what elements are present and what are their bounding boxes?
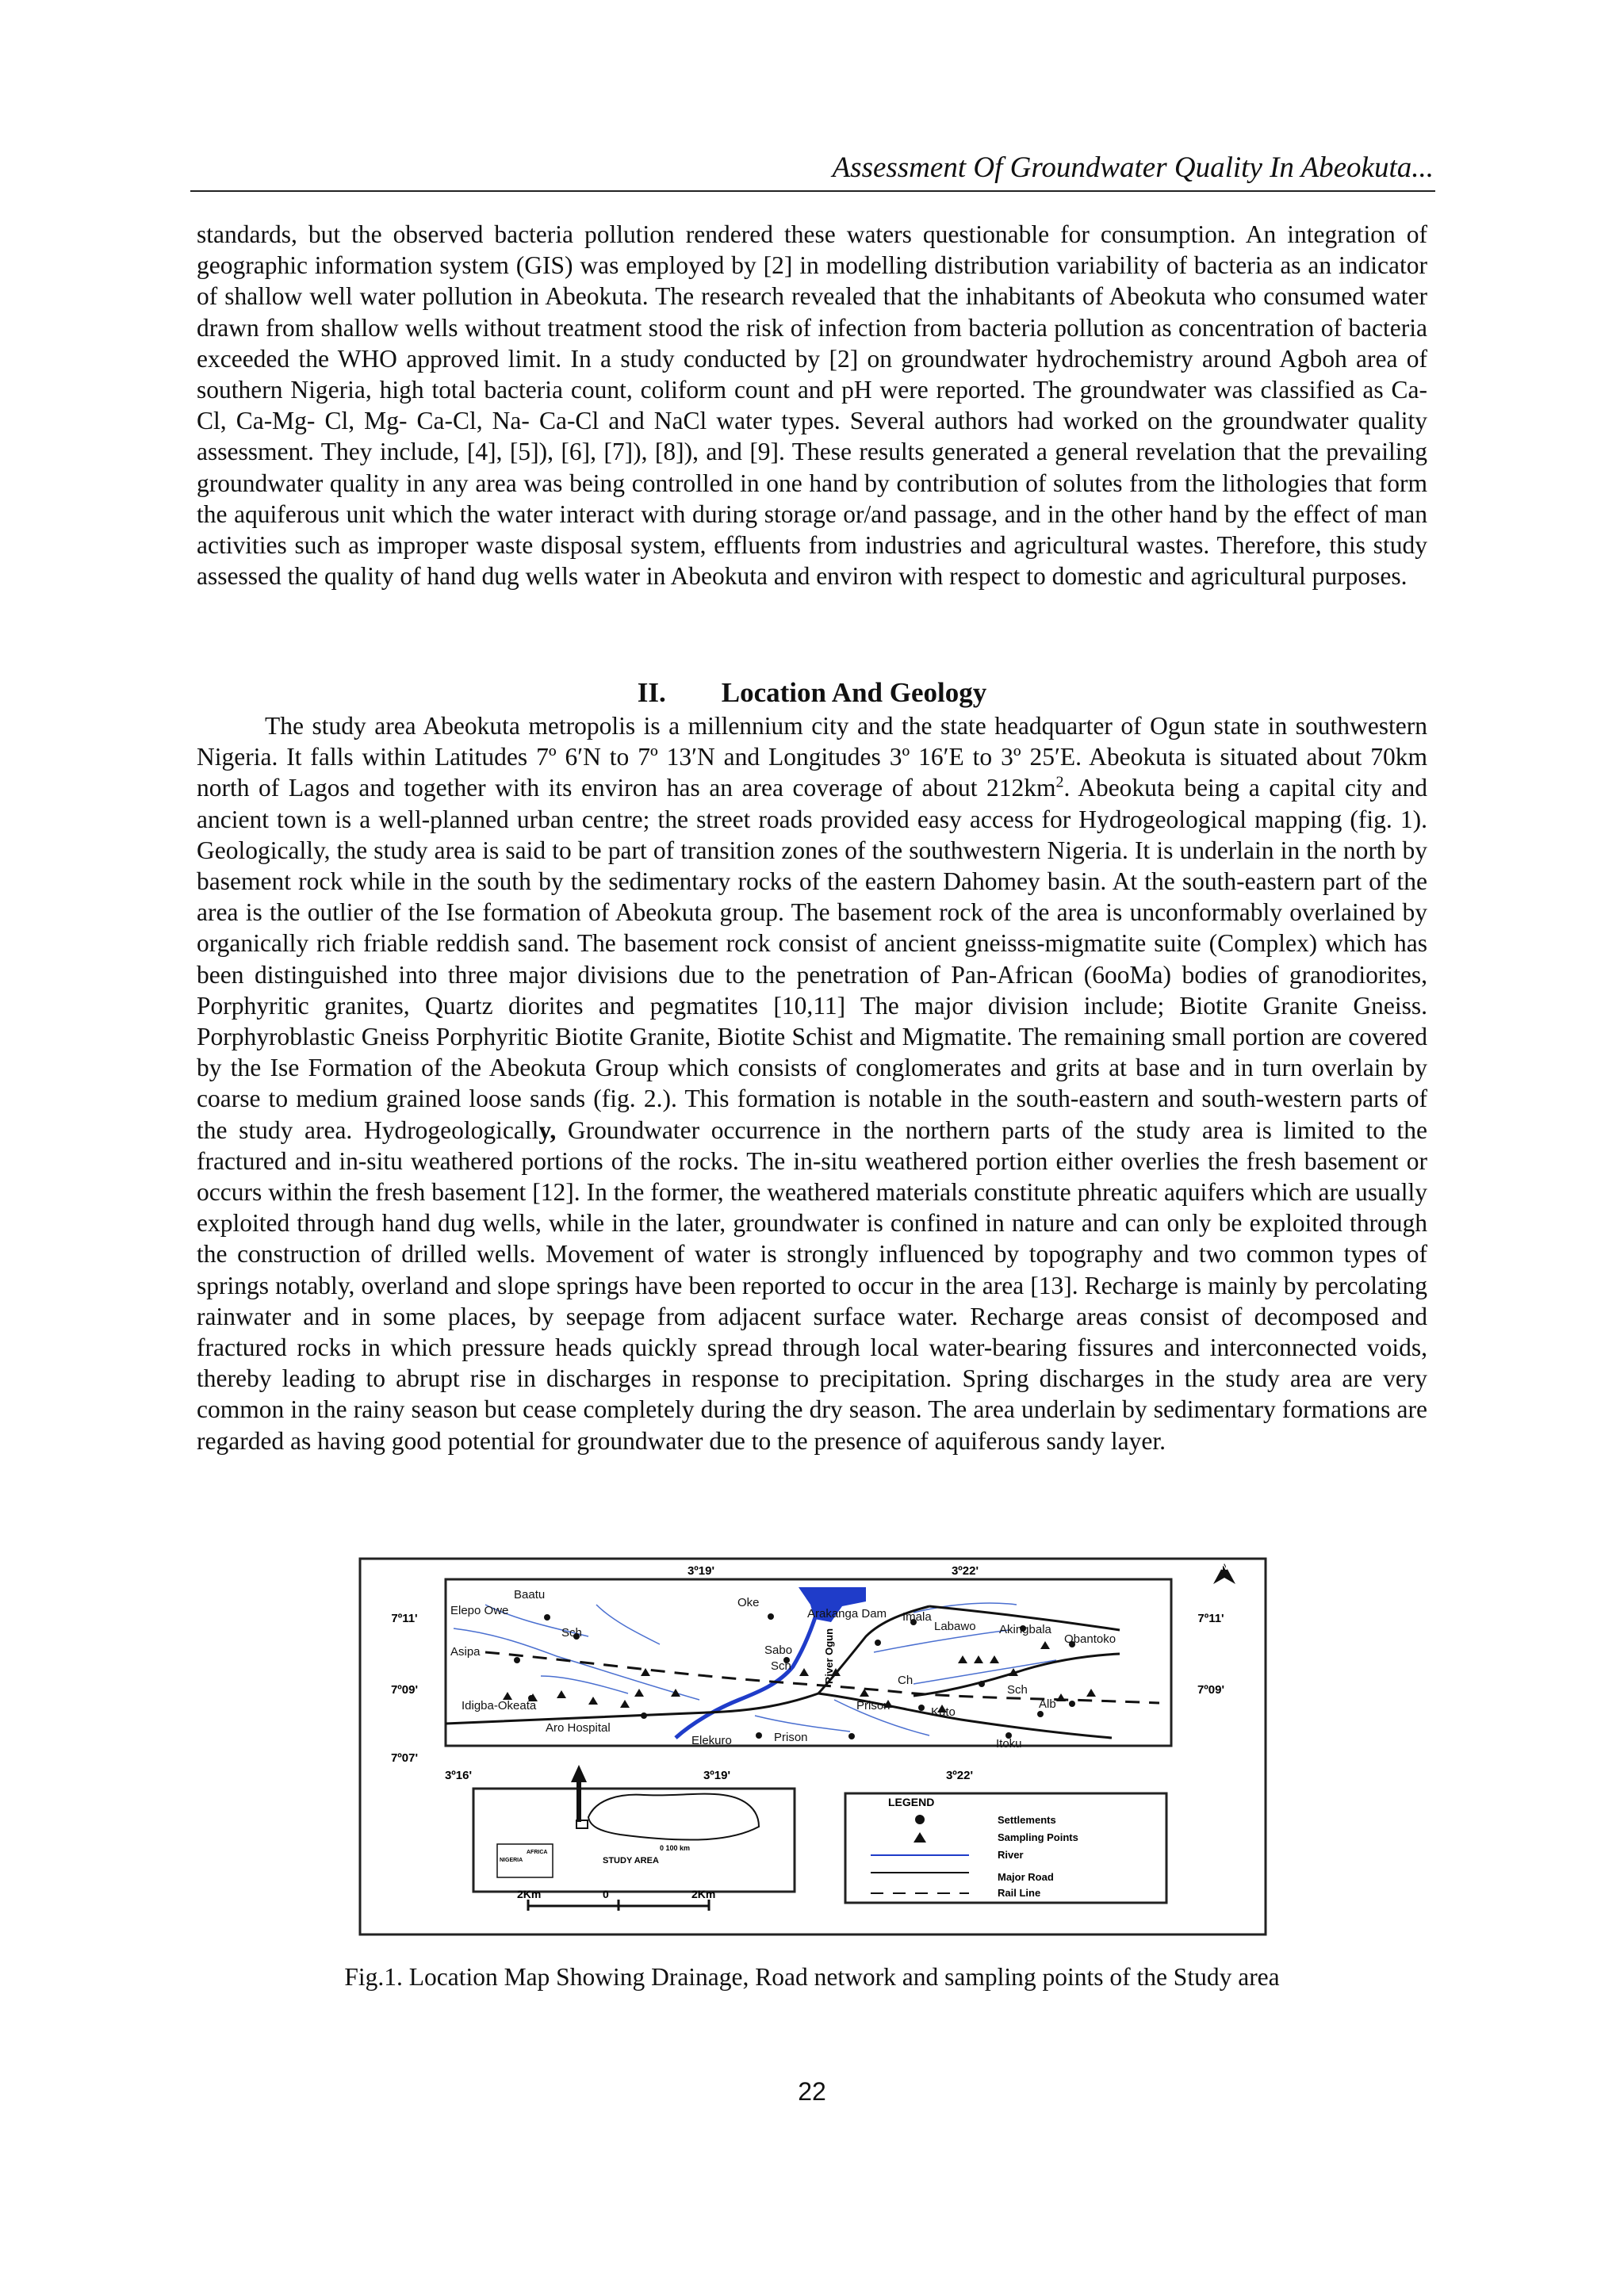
legend-item: Rail Line: [998, 1887, 1041, 1899]
location-map-figure: [358, 1557, 1267, 1936]
legend-item: Major Road: [998, 1871, 1054, 1883]
place-label: Labawo: [934, 1620, 976, 1633]
inset-label: AFRICA: [527, 1850, 548, 1855]
place-label: Itoku: [996, 1737, 1022, 1751]
place-label: Prison: [774, 1731, 808, 1744]
location-map: [358, 1557, 1267, 1936]
longitude-label: 3º16': [444, 1769, 473, 1782]
place-label: Arakanga Dam: [807, 1607, 887, 1621]
inset-label: NIGERIA: [500, 1858, 523, 1863]
paragraph-2-text: The study area Abeokuta metropolis is a millennium city and the state headquarter of Ogun state in southwestern Nigeria. It falls within Latitudes 7º 6′N to 7º 13′N and Longitudes 3º 16′E to 3º 25′E. Abeokuta is situated about 70km north of Lagos and together with its environ has an area coverage of about $212km^2$. Abeokuta being a capital city and ancient town is a well-planned urban centre; the street roads provided easy access for Hydrogeological mapping (fig. 1). Geologically, the study area is said to be part of transition zones of the southwestern Nigeria. It is underlain in the north by basement rock while in the south by the sedimentary rocks of the eastern Dahomey basin. At the south-eastern part of the area is the outlier of the Ise formation of Abeokuta group. The basement rock of the area is unconformably overlained by organically rich friable reddish sand. The basement rock consist of ancient gneisss-migmatite suite (Complex) which has been distinguished into three major divisions due to the penetration of Pan-African (6ooMa) bodies of granodiorites, Porphyritic granites, Quartz diorites and pegmatites [10,11] The major division include; Biotite Granite Gneiss. Porphyroblastic Gneiss Porphyritic Biotite Granite, Biotite Schist and Migmatite. The remaining small portion are covered by the Ise Formation of the Abeokuta Group which consists of conglomerates and grits at base and in turn overlain by coarse to medium grained loose sands (fig. 2.). This formation is notable in the south-eastern and south-western parts of the study area. Hydrogeologically, Groundwater occurrence in the northern parts of the study area is limited to the fractured and in-situ weathered portions of the rocks. The in-situ weathered portion either overlies the fresh basement or occurs within the fresh basement [12]. In the former, the weathered materials constitute phreatic aquifers which are usually exploited through hand dug wells, while in the later, groundwater is confined in nature and can only be exploited through the construction of drilled wells. Movement of water is strongly influenced by topography and two common types of springs notably, overland and slope springs have been reported to occur in the area [13]. Recharge is mainly by percolating rainwater and in some places, by seepage from adjacent surface water. Recharge areas consist of decomposed and fractured rocks in which pressure heads quickly spread through local water-bearing fissures and interconnected voids, thereby leading to abrupt rise in discharges in response to precipitation. Spring discharges in the study area are very common in the rainy season but cease completely during the dry season. The area underlain by sedimentary formations are regarded as having good potential for groundwater due to the presence of aquiferous sandy layer.: [197, 712, 1428, 1455]
place-label: Sch: [561, 1626, 582, 1640]
place-label: Akingbala: [999, 1623, 1051, 1636]
place-label: Sch: [771, 1659, 791, 1673]
paragraph-2: [197, 710, 1427, 1456]
place-label: Imala: [902, 1610, 932, 1624]
legend-item: Settlements: [998, 1814, 1056, 1826]
place-label: Ch: [898, 1674, 914, 1687]
legend-title: LEGEND: [888, 1796, 935, 1808]
legend-item: River: [998, 1849, 1024, 1861]
place-label: Aro Hospital: [546, 1721, 611, 1735]
place-label: Baatu: [514, 1588, 546, 1601]
place-label: Kuto: [931, 1705, 956, 1719]
place-label: Sch: [1007, 1683, 1028, 1697]
place-label: Sabo: [764, 1644, 793, 1657]
svg-text:0: 0: [603, 1888, 609, 1900]
place-label: Idigba-Okeata: [462, 1699, 537, 1712]
paragraph-1: [197, 219, 1427, 591]
latitude-label: 7º09': [1197, 1683, 1225, 1697]
paragraph-1-text: standards, but the observed bacteria pollution rendered these waters questionable for consumption. An integration of geographic information system (GIS) was employed by [2] in modelling distribution variability of bacteria as an indicator of shallow well water pollution in Abeokuta. The research revealed that the inhabitants of Abeokuta who consumed water drawn from shallow wells without treatment stood the risk of infection from bacteria pollution as concentration of bacteria exceeded the WHO approved limit. In a study conducted by [2] on groundwater hydrochemistry around Agboh area of southern Nigeria, high total bacteria count, coliform count and pH were reported. The groundwater was classified as Ca-Cl, Ca-Mg- Cl, Mg- Ca-Cl, Na- Ca-Cl and NaCl water types. Several authors had worked on the groundwater quality assessment. They include, [4], [5]), [6], [7]), [8]), and [9]. These results generated a general revelation that the prevailing groundwater quality in any area was being controlled in one hand by contribution of solutes from the lithologies that form the aquiferous unit which the water interact with during storage or/and passage, and in the other hand by the effect of man activities such as improper waste disposal system, effluents from industries and agricultural wastes. Therefore, this study assessed the quality of hand dug wells water in Abeokuta and environ with respect to domestic and agricultural purposes.: [197, 220, 1427, 591]
figure-caption: Fig.1. Location Map Showing Drainage, Road network and sampling points of the Study area: [344, 1963, 1280, 1991]
latitude-label: 7º11': [1197, 1612, 1224, 1625]
longitude-label: 3º22': [945, 1769, 974, 1782]
settlement-icon: [915, 1815, 925, 1824]
legend-item: Sampling Points: [998, 1831, 1078, 1843]
place-label: Elepo Owe: [450, 1604, 509, 1617]
place-label: Obantoko: [1064, 1632, 1116, 1646]
longitude-label: 3º22': [951, 1564, 979, 1578]
inset-label: STUDY AREA: [603, 1856, 659, 1866]
place-label: Asipa: [450, 1645, 481, 1659]
svg-text:2Km: 2Km: [691, 1888, 716, 1900]
header-rule: [190, 190, 1435, 192]
place-label: Alb: [1039, 1697, 1056, 1711]
place-label: Elekuro: [691, 1734, 732, 1747]
north-label: N: [1220, 1561, 1228, 1572]
section-title: Location And Geology: [721, 677, 987, 708]
longitude-label: 3º19': [703, 1769, 731, 1782]
svg-text:2Km: 2Km: [517, 1888, 542, 1900]
inset-label: 0 100 km: [660, 1844, 691, 1852]
section-heading: [197, 675, 1427, 710]
latitude-label: 7º09': [390, 1683, 419, 1697]
latitude-label: 7º07': [390, 1751, 419, 1765]
latitude-label: 7º11': [391, 1612, 418, 1625]
place-label: Oke: [737, 1596, 760, 1609]
section-number: II.: [637, 677, 666, 708]
running-head: Assessment Of Groundwater Quality In Abeokuta...: [832, 151, 1434, 184]
place-label: Prison: [856, 1699, 891, 1712]
page-number: 22: [798, 2077, 826, 2106]
longitude-label: 3º19': [687, 1564, 715, 1578]
river-ogun-label: River Ogun: [823, 1628, 835, 1684]
